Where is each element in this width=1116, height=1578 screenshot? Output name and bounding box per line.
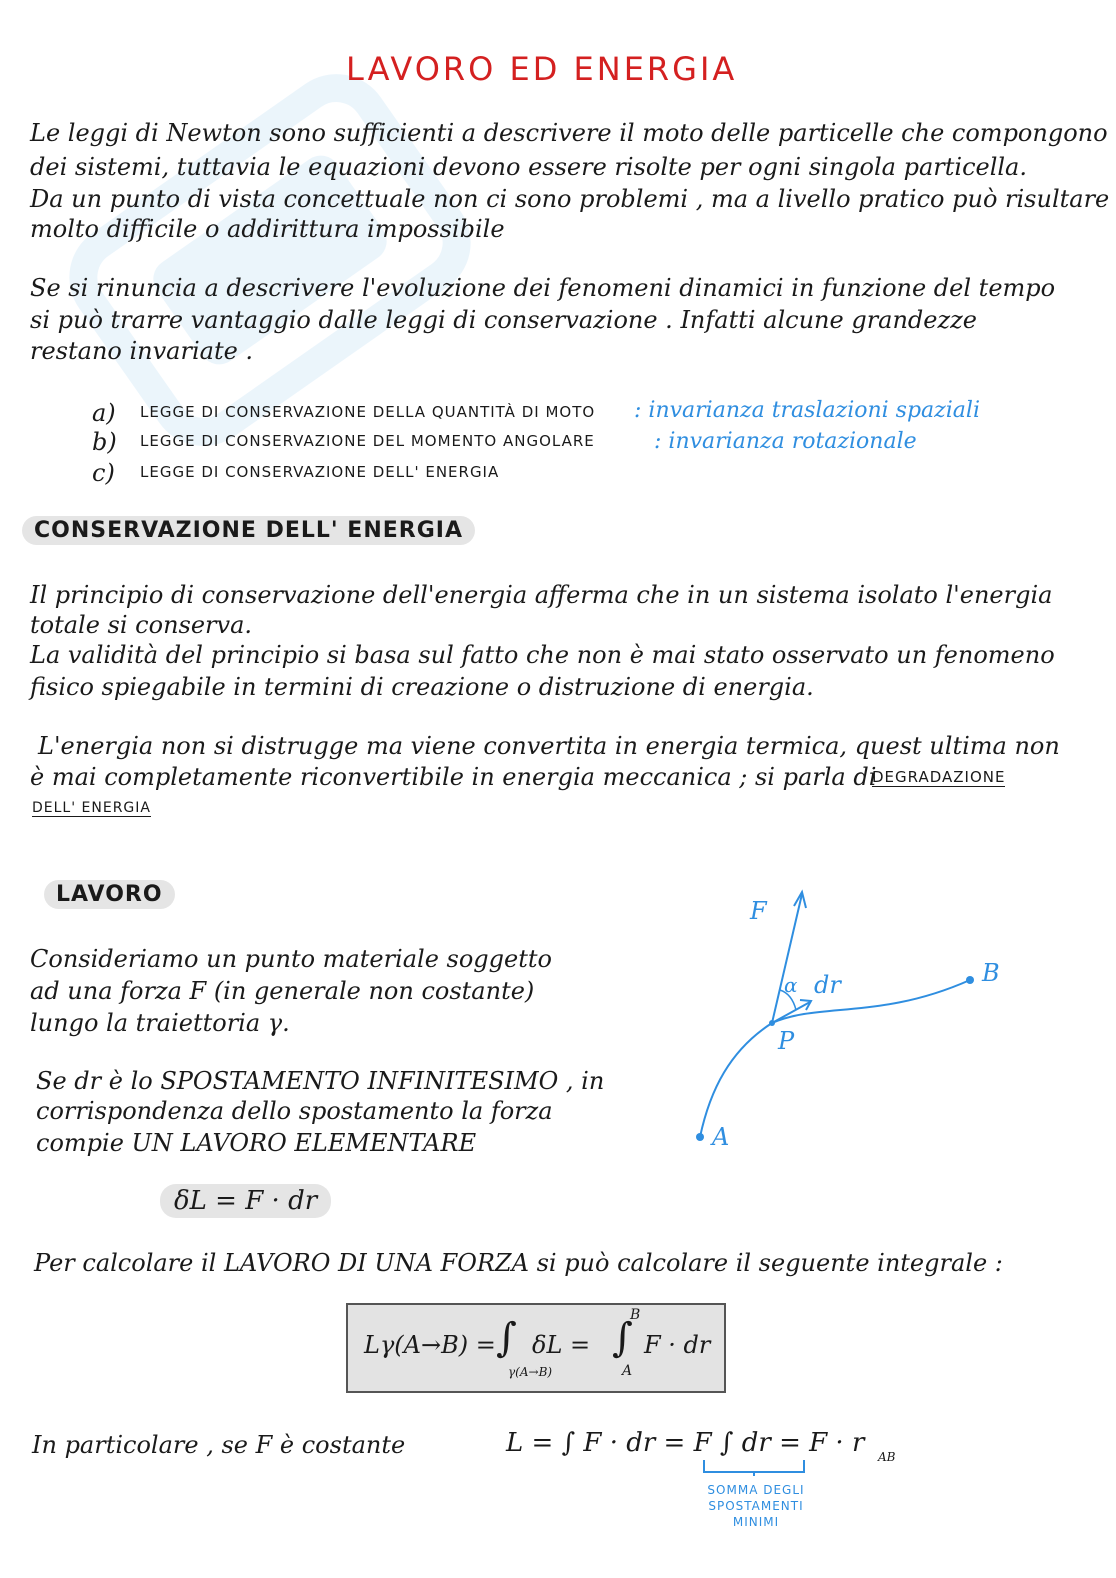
dr-vector bbox=[772, 1002, 810, 1023]
work-line-6: compie UN LAVORO ELEMENTARE bbox=[36, 1129, 477, 1157]
boxed-lower-limit: A bbox=[622, 1363, 633, 1379]
label-dr: dr bbox=[814, 971, 841, 999]
law-b-text: LEGGE DI CONSERVAZIONE DEL MOMENTO ANGOLARE bbox=[140, 432, 595, 450]
energy-line-5: L'energia non si distrugge ma viene convertita in energia termica, quest ultima non bbox=[38, 732, 1060, 760]
work-line-3: lungo la traiettoria γ. bbox=[30, 1009, 290, 1037]
energy-line-4: fisico spiegabile in termini di creazione o distruzione di energia. bbox=[30, 673, 814, 701]
para2-line-1: Se si rinuncia a descrivere l'evoluzione dei fenomeni dinamici in funzione del tempo bbox=[30, 274, 1056, 302]
energy-line-2: totale si conserva. bbox=[30, 611, 253, 639]
work-line-1: Consideriamo un punto materiale soggetto bbox=[30, 945, 552, 973]
law-c-text: LEGGE DI CONSERVAZIONE DELL' ENERGIA bbox=[140, 463, 500, 481]
energy-line-6: è mai completamente riconvertibile in energia meccanica ; si parla di bbox=[30, 763, 877, 791]
law-b-marker: b) bbox=[92, 428, 117, 456]
trajectory-curve bbox=[700, 980, 970, 1137]
constant-formula: L = ∫ F · dr = F ∫ dr = F · r bbox=[506, 1428, 865, 1458]
law-a-text: LEGGE DI CONSERVAZIONE DELLA QUANTITÀ DI MOTO bbox=[140, 403, 596, 421]
point-b-dot bbox=[966, 976, 974, 984]
page-title: LAVORO ED ENERGIA bbox=[346, 50, 738, 88]
work-line-4: Se dr è lo SPOSTAMENTO INFINITESIMO , in bbox=[36, 1067, 605, 1095]
elementary-work-formula: δL = F · dr bbox=[160, 1184, 331, 1218]
section-heading-energy: CONSERVAZIONE DELL' ENERGIA bbox=[22, 516, 475, 545]
trajectory-diagram bbox=[680, 870, 1040, 1160]
sum-note-line-2: SPOSTAMENTI bbox=[708, 1499, 804, 1513]
law-a-note: : invarianza traslazioni spaziali bbox=[634, 398, 980, 423]
energy-line-7: DELL' ENERGIA bbox=[32, 800, 151, 816]
work-line-5: corrispondenza dello spostamento la forza bbox=[36, 1097, 553, 1125]
para2-line-3: restano invariate . bbox=[30, 337, 254, 365]
degradation-term: DEGRADAZIONE bbox=[872, 768, 1006, 786]
label-force: F bbox=[750, 897, 767, 925]
point-a-dot bbox=[696, 1133, 704, 1141]
label-point-a: A bbox=[712, 1123, 730, 1151]
boxed-rhs: F · dr bbox=[644, 1331, 711, 1359]
integral-intro: Per calcolare il LAVORO DI UNA FORZA si può calcolare il seguente integrale : bbox=[34, 1249, 1003, 1277]
section-heading-work: LAVORO bbox=[44, 880, 175, 909]
label-point-p: P bbox=[778, 1027, 795, 1055]
sum-note-line-1: SOMMA DEGLI bbox=[707, 1483, 805, 1497]
label-angle: α bbox=[784, 973, 798, 997]
work-line-2: ad una forza F (in generale non costante) bbox=[30, 977, 535, 1005]
force-vector bbox=[772, 894, 802, 1023]
para2-line-2: si può trarre vantaggio dalle leggi di conservazione . Infatti alcune grandezze bbox=[30, 306, 977, 334]
intro-line-4: molto difficile o addirittura impossibile bbox=[30, 215, 505, 243]
boxed-lhs: Lγ(A→B) = bbox=[364, 1331, 496, 1359]
energy-line-3: La validità del principio si basa sul fatto che non è mai stato osservato un fenomeno bbox=[30, 641, 1055, 669]
boxed-upper-limit: B bbox=[630, 1307, 641, 1323]
boxed-work-integral bbox=[346, 1303, 726, 1393]
boxed-sub-1: γ(A→B) bbox=[508, 1365, 553, 1379]
law-b-note: : invarianza rotazionale bbox=[654, 429, 917, 454]
intro-line-1: Le leggi di Newton sono sufficienti a descrivere il moto delle particelle che compongono bbox=[30, 119, 1108, 147]
constant-case-text: In particolare , se F è costante bbox=[32, 1431, 406, 1459]
point-p-dot bbox=[769, 1020, 775, 1026]
law-c-marker: c) bbox=[92, 459, 115, 487]
intro-line-3: Da un punto di vista concettuale non ci sono problemi , ma a livello pratico può risultare bbox=[30, 185, 1110, 213]
law-a-marker: a) bbox=[92, 399, 116, 427]
label-point-b: B bbox=[982, 959, 1000, 987]
sum-brace bbox=[700, 1458, 810, 1478]
boxed-integral-1: ∫ bbox=[496, 1315, 517, 1361]
intro-line-2: dei sistemi, tuttavia le equazioni devono essere risolte per ogni singola particella. bbox=[30, 153, 1027, 181]
sum-note-line-3: MINIMI bbox=[732, 1515, 780, 1529]
boxed-mid: δL = bbox=[532, 1331, 591, 1359]
boxed-integral-2: ∫ bbox=[612, 1315, 633, 1361]
constant-formula-sub: AB bbox=[878, 1450, 896, 1464]
energy-line-1: Il principio di conservazione dell'energia afferma che in un sistema isolato l'energia bbox=[30, 581, 1053, 609]
sum-note bbox=[700, 1482, 812, 1530]
